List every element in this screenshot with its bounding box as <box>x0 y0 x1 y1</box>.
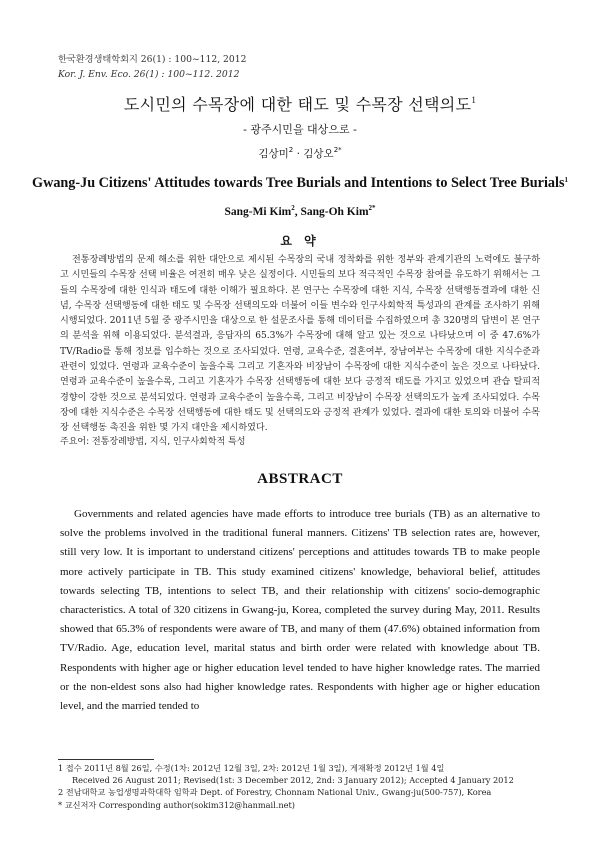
author-1-ko-mark: 2 <box>288 146 294 154</box>
author-2-ko: 김상오 <box>303 148 334 160</box>
abstract-english-heading: ABSTRACT <box>257 471 343 487</box>
journal-citation-ko: 한국환경생태학회지 26(1) : 100~112, 2012 <box>58 54 247 65</box>
subtitle-korean: - 광주시민을 대상으로 - <box>242 123 358 136</box>
author-separator-ko: · <box>293 148 304 160</box>
footnote-1-ko: 1 접수 2011년 8월 26일, 수정(1차: 2012년 12월 3일, 2차: 2012년 1월 3일), 게재확정 2012년 1월 4일 <box>58 763 445 773</box>
title-english-footnote-mark: 1 <box>564 176 568 184</box>
footnote-2: 2 전남대학교 농업생명과학대학 임학과 Dept. of Forestry, Chonnam National Univ., Gwang-ju(500-757), Korea <box>58 787 492 798</box>
journal-header <box>58 52 246 82</box>
author-1-en-mark: 2 <box>291 204 295 212</box>
abstract-korean-body: 전통장례방법의 문제 해소를 위한 대안으로 제시된 수목장의 국내 정착화를 위한 정부와 관계기관의 노력에도 불구하고 시민들의 수목장 선택 비율은 여전히 매우 낮은 실정이다. 시민들의 보다 적극적인 수목장 참여를 유도하기 위해서는 그들의 수목장에 대한 인식과 태도에 대한 이해가 필요하다. 본 연구는 수목장에 대한 지식, 수목장 선택행동결과에 대한 신념, 수목장 선택행동에 대한 태도 및 수목장 선택의도와 더불어 이들 변수와 인구사회학적 특성과의 관계를 조사하기 위해 시행되었다. 2011년 5월 중 광주시민을 대상으로 한 설문조사를 통해 데이터를 수집하였으며 총 320명의 답변이 본 연구의 분석을 위해 이용되었다. 분석결과, 응답자의 65.3%가 수목장에 대해 알고 있는 것으로 나타났으며 이 중 47.6%가 TV/Radio를 통해 정보를 입수하는 것으로 조사되었다. 연령, 교육수준, 결혼여부, 장남여부는 수목장에 대한 지식수준과 관련이 있었다. 연령과 교육수준이 높을수록 그리고 기혼자와 비장남이 수목장에 대한 지식수준이 높은 것으로 나타났다. 연령과 교육수준이 높을수록, 그리고 기혼자가 수목장 선택행동에 대한 보다 긍정적 태도를 가지고 있었으며 관습 탈피적 경향이 강한 것으로 분석되었다. 연령과 교육수준이 높을수록, 그리고 비장남이 수목장 선택의도가 높게 조사되었다. 수목장에 대한 지식수준은 수목장 선택행동에 대한 태도 및 선택의도와 긍정적 관계가 있었다. 결과에 대한 토의와 더불어 수목장 선택행동 촉진을 위한 몇 가지 대안을 제시하였다. <box>60 255 540 434</box>
keywords-korean: 주요어: 전통장례방법, 지식, 인구사회학적 특성 <box>60 437 246 447</box>
footnotes <box>58 762 548 811</box>
author-2-ko-mark: 2* <box>333 146 342 154</box>
author-separator-en: , <box>294 206 301 218</box>
title-korean-footnote-mark: 1 <box>471 95 477 105</box>
abstract-english-body: Governments and related agencies have made efforts to introduce tree burials (TB) as an alternative to solve the problems involved in the traditional funeral manners. Citizens' TB selection rates are, however, still very low. It is important to understand citizens' perceptions and attitudes towards TB to make people more actively participate in TB. This study examined citizens' knowledge, behavioral belief, attitudes towards selecting TB, intentions to select TB, and their relationship with citizens' socio-demographic characteristics. A total of 320 citizens in Gwang-ju, Korea, completed the survey during May, 2011. Results showed that 65.3% of respondents were aware of TB, and many of them (47.6%) obtained information from TV/Radio. Age, education level, marital status and birth order were related with knowledge about TB. Respondents with higher age or higher education level tended to have higher knowledge rates. The married or the non-eldest sons also had higher knowledge rates. Respondents with higher age or higher education level, and the married tended to <box>60 508 540 713</box>
footnote-3: * 교신저자 Corresponding author(sokim312@hanmail.net) <box>58 799 295 810</box>
author-1-en: Sang-Mi Kim <box>224 206 292 218</box>
author-2-en: Sang-Oh Kim <box>300 206 369 218</box>
title-english <box>0 175 600 192</box>
abstract-korean-heading: 요 약 <box>280 234 320 248</box>
footnote-1-en: Received 26 August 2011; Revised(1st: 3 December 2012, 2nd: 3 January 2012); Accepted 4 January 2012 <box>72 775 514 786</box>
journal-citation-en: Kor. J. Env. Eco. 26(1) : 100~112. 2012 <box>58 69 240 80</box>
title-korean-text: 도시민의 수목장에 대한 태도 및 수목장 선택의도 <box>123 95 472 114</box>
footnote-divider <box>58 759 154 760</box>
author-1-ko: 김상미 <box>258 148 289 160</box>
title-english-text: Gwang-Ju Citizens' Attitudes towards Tree Burials and Intentions to Select Tree Burials <box>32 175 565 191</box>
authors-english <box>0 204 600 218</box>
author-2-en-mark: 2* <box>368 204 376 212</box>
title-korean <box>0 92 600 115</box>
authors-korean <box>0 146 600 161</box>
